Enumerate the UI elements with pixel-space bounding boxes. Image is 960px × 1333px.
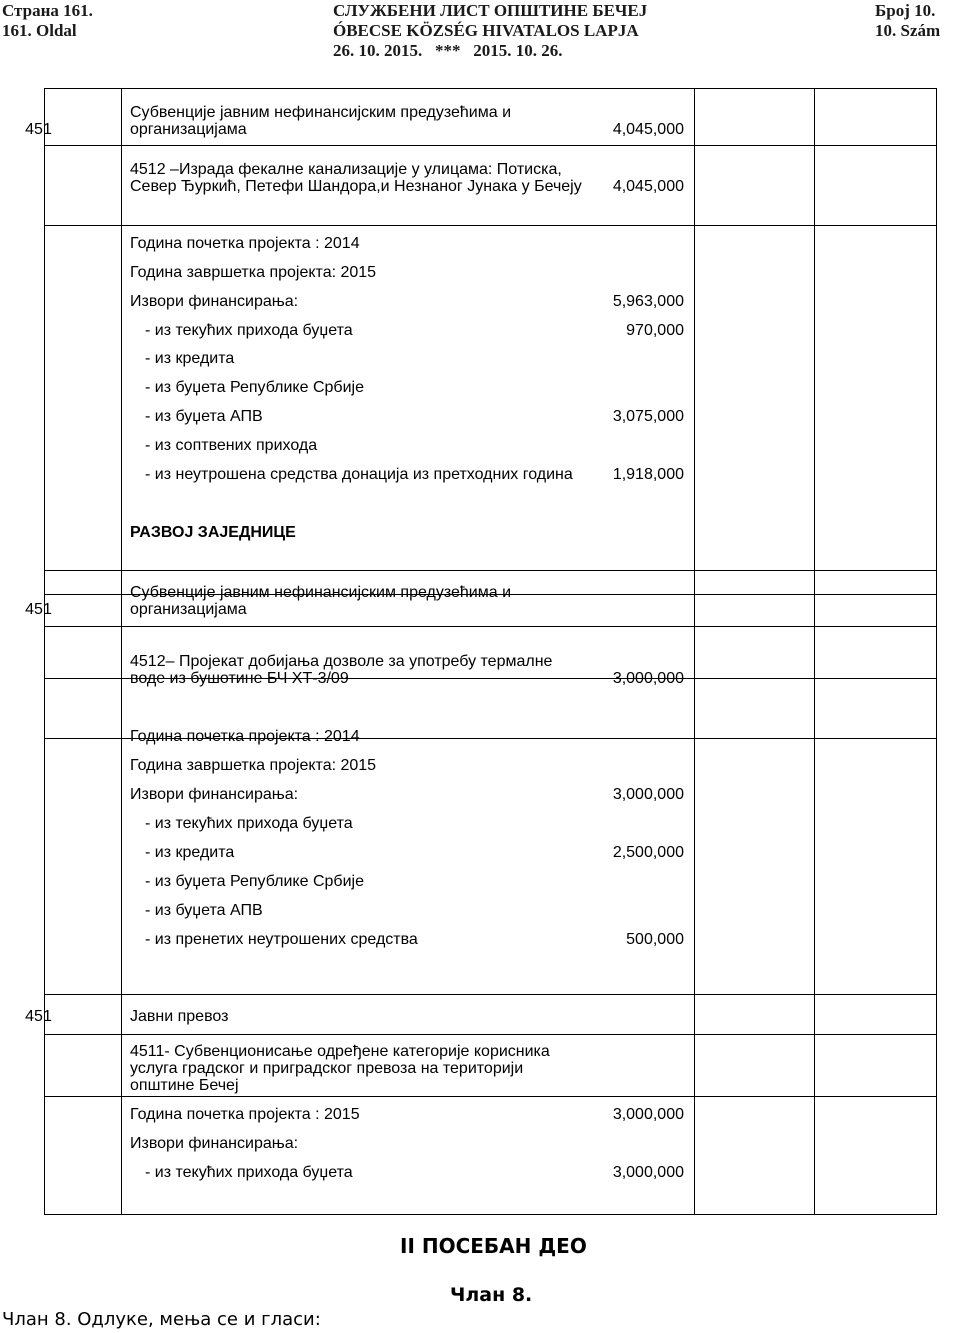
s2-start-year: Година почетка пројекта : 2014 — [130, 728, 360, 745]
s2-end-year: Година завршетка пројекта: 2015 — [130, 757, 377, 774]
s1-title-line1: Субвенције јавним нефинансијским предузећима и — [130, 104, 512, 121]
s3-project-line2: услуга градског и приградског превоза на територији — [130, 1060, 524, 1077]
s1-source-3: - из буџета Републике Србије — [145, 379, 364, 396]
s3-code: 451 — [25, 1008, 52, 1025]
part-title: II ПОСЕБАН ДЕО — [400, 1234, 587, 1258]
s2-source-2-value: 2,500,000 — [612, 844, 684, 861]
page-number-hu: 161. Oldal — [2, 21, 77, 40]
s1-project-line2: Север Ђуркић, Петефи Шандора,и Незнаног Јунака у Бечеју — [130, 178, 582, 195]
journal-title-sr: СЛУЖБЕНИ ЛИСТ ОПШТИНЕ БЕЧЕЈ — [333, 1, 648, 20]
s3-sources: Извори финансирања: — [130, 1135, 299, 1152]
s3-project — [130, 1043, 550, 1094]
s2-heading: РАЗВОЈ ЗАЈЕДНИЦЕ — [130, 524, 296, 541]
s2-source-4: - из буџета АПВ — [145, 902, 263, 919]
journal-title-hu: ÓBECSE KÖZSÉG HIVATALOS LAPJA — [333, 21, 639, 40]
s3-start-value: 3,000,000 — [612, 1106, 684, 1123]
issue-date: 26. 10. 2015. *** 2015. 10. 26. — [333, 41, 563, 60]
article-intro: Члан 8. Одлуке, мења се и гласи: — [2, 1309, 321, 1330]
s1-source-2: - из кредита — [145, 350, 235, 367]
s2-title-line1: Субвенције јавним нефинансијским предузећима и — [130, 584, 512, 601]
s1-title-line2: организацијама — [130, 121, 247, 138]
s3-source-1-value: 3,000,000 — [612, 1164, 684, 1181]
s1-start-year: Година почетка пројекта : 2014 — [130, 235, 360, 252]
s2-project-value: 3,000,000 — [612, 670, 684, 687]
s1-sources-value: 5,963,000 — [612, 293, 684, 310]
s1-project-value: 4,045,000 — [612, 178, 684, 195]
article-heading: Члан 8. — [450, 1284, 533, 1306]
s1-source-4: - из буџета АПВ — [145, 408, 263, 425]
s2-source-2: - из кредита — [145, 844, 235, 861]
s2-source-1: - из текућих прихода буџета — [145, 815, 353, 832]
s1-source-6: - из неутрошена средства донација из претходних година — [145, 466, 573, 483]
s3-title: Јавни превоз — [130, 1008, 229, 1025]
s1-project — [130, 161, 582, 195]
s1-source-5: - из соптвених прихода — [145, 437, 318, 454]
s1-end-year: Година завршетка пројекта: 2015 — [130, 264, 377, 281]
s2-title — [130, 584, 511, 618]
s2-project-line1: 4512– Пројекат добијања дозволе за употребу термалне — [130, 653, 553, 670]
s2-sources-value: 3,000,000 — [612, 786, 684, 803]
s2-sources: Извори финансирања: — [130, 786, 299, 803]
s3-source-1: - из текућих прихода буџета — [145, 1164, 353, 1181]
s1-source-4-value: 3,075,000 — [612, 408, 684, 425]
s2-source-5: - из пренетих неутрошених средства — [145, 931, 418, 948]
issue-number-sr: Број 10. — [875, 1, 936, 20]
s1-source-1-value: 970,000 — [626, 322, 684, 339]
s2-source-3: - из буџета Републике Србије — [145, 873, 364, 890]
s1-source-1: - из текућих прихода буџета — [145, 322, 353, 339]
s3-start-year: Година почетка пројекта : 2015 — [130, 1106, 360, 1123]
s2-source-5-value: 500,000 — [626, 931, 684, 948]
s1-sources: Извори финансирања: — [130, 293, 299, 310]
s1-code: 451 — [25, 121, 52, 138]
s1-source-6-value: 1,918,000 — [612, 466, 684, 483]
s3-project-line3: општине Бечеј — [130, 1077, 239, 1094]
page-number-sr: Страна 161. — [2, 1, 93, 20]
issue-number-hu: 10. Szám — [875, 21, 941, 40]
s2-code: 451 — [25, 601, 52, 618]
s2-title-line2: организацијама — [130, 601, 247, 618]
s2-project-line2: воде из бушотине БЧ ХТ-3/09 — [130, 670, 349, 687]
s1-title-value: 4,045,000 — [612, 121, 684, 138]
s2-project — [130, 653, 552, 687]
s1-project-line1: 4512 –Израда фекалне канализације у улицама: Потиска, — [130, 161, 562, 178]
s3-project-line1: 4511- Субвенционисање одређене категорије корисника — [130, 1043, 550, 1060]
s1-title — [130, 104, 511, 138]
